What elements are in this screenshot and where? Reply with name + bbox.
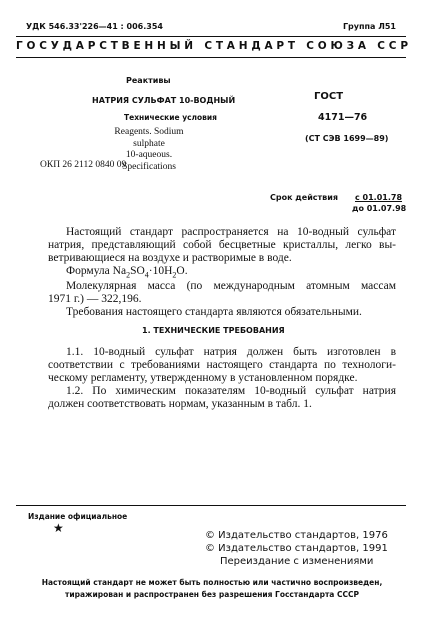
reprint-note: Переиздание с изменениями <box>220 556 374 567</box>
gost-number: 4171—76 <box>318 112 368 123</box>
document-title: НАТРИЯ СУЛЬФАТ 10-ВОДНЫЙ <box>92 96 236 105</box>
mass-paragraph <box>48 280 396 306</box>
st-sev-number: (СТ СЭВ 1699—89) <box>305 134 389 143</box>
text-line: Молекулярная масса (по международным атомным массам <box>66 280 396 292</box>
udk-code: УДК 546.33'226—41 : 006.354 <box>26 22 163 31</box>
official-edition-label: Издание официальное <box>28 512 128 521</box>
tech-conditions-label: Технические условия <box>124 113 217 122</box>
copyright-1991: © Издательство стандартов, 1991 <box>205 543 388 554</box>
paragraph-1-2 <box>48 385 396 411</box>
text-line: должен соответствовать нормам, указанным в табл. 1. <box>48 398 312 410</box>
text-line: Настоящий стандарт распространяется на 10-водный сульфат <box>66 226 396 238</box>
mandatory-note: Требования настоящего стандарта являются обязательными. <box>66 306 362 318</box>
formula-line <box>48 265 396 281</box>
text-line: соответствии с требованиями настоящего стандарта по технологи- <box>48 359 396 371</box>
validity-to: до 01.07.98 <box>352 204 407 213</box>
formula-part: Na <box>112 265 127 277</box>
notice-line: тиражирован и распространен без разрешения Госстандарта СССР <box>65 590 359 599</box>
copyright-1976: © Издательство стандартов, 1976 <box>205 530 388 541</box>
group-code: Группа Л51 <box>342 22 396 31</box>
formula-label: Формула <box>66 265 113 277</box>
text-line: натрия, представляющий собой бесцветные кристаллы, легко вы- <box>48 239 396 251</box>
formula-part: ·10H <box>148 265 173 277</box>
text-line: 1971 г.) — 322,196. <box>48 293 142 305</box>
header-bottom-rule <box>16 57 406 58</box>
formula-part: SO <box>130 265 145 277</box>
formula-subscript: 4 <box>144 270 149 280</box>
english-title-line: 10-aqueous. <box>125 150 173 160</box>
text-line: 1.2. По химическим показателям 10-водный сульфат натрия <box>66 385 396 397</box>
english-title-line: Specifications <box>122 161 176 172</box>
validity-label: Срок действия <box>270 193 338 202</box>
section-heading: 1. ТЕХНИЧЕСКИЕ ТРЕБОВАНИЯ <box>142 326 285 335</box>
star-icon: ★ <box>53 521 64 535</box>
gost-label: ГОСТ <box>314 91 344 102</box>
text-line: ветривающиеся на воздухе и растворимые в воде. <box>48 252 292 264</box>
text-line: ческому регламенту, утвержденному в установленном порядке. <box>48 372 358 384</box>
okp-code: ОКП 26 2112 0840 09 <box>40 160 127 170</box>
formula-subscript: 2 <box>172 270 177 280</box>
formula-part: O. <box>176 265 188 277</box>
intro-paragraph <box>48 226 396 265</box>
paragraph-1-1 <box>48 346 396 385</box>
state-standard-banner: ГОСУДАРСТВЕННЫЙ СТАНДАРТ СОЮЗА ССР <box>16 40 412 52</box>
validity-from: с 01.01.78 <box>355 193 403 202</box>
notice-line: Настоящий стандарт не может быть полностью или частично воспроизведен, <box>41 578 383 587</box>
reproduction-notice <box>22 577 402 601</box>
header-top-rule <box>16 36 406 37</box>
text-line: 1.1. 10-водный сульфат натрия должен быть изготовлен в <box>66 346 396 358</box>
english-title-line: Reagents. Sodium sulphate <box>114 127 184 149</box>
reagents-label: Реактивы <box>126 76 171 85</box>
publication-rule <box>16 505 406 506</box>
formula-subscript: 2 <box>126 270 131 280</box>
